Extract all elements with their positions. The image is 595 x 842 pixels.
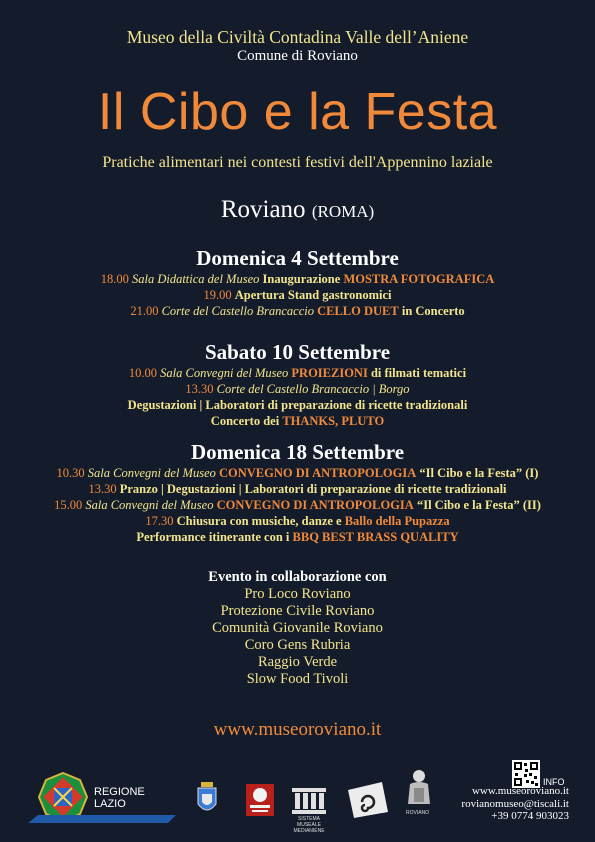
schedule-line <box>0 381 595 397</box>
schedule-event: Concerto dei <box>210 414 280 428</box>
schedule-highlight: PROIEZIONI <box>291 366 368 380</box>
schedule-line <box>0 481 595 497</box>
day-heading: Domenica 18 Settembre <box>190 440 405 464</box>
schedule-highlight: THANKS, PLUTO <box>282 414 385 428</box>
schedule-line <box>0 303 595 319</box>
day-schedule <box>0 340 595 429</box>
schedule-line <box>0 513 595 529</box>
schedule-detail: “Il Cibo e la Festa” (II) <box>416 498 541 512</box>
sistema-museale-label: SISTEMA MUSEALE MEDIANIENE <box>293 816 325 834</box>
schedule-detail: di filmati tematici <box>370 366 467 380</box>
schedule-detail: “Il Cibo e la Festa” (I) <box>419 466 539 480</box>
schedule-time: 10.30 <box>56 466 85 480</box>
collaborator: Comunità Giovanile Roviano <box>212 620 383 636</box>
schedule-time: 10.00 <box>128 366 158 380</box>
collaboration-heading: Evento in collaborazione con <box>208 569 387 585</box>
day-schedule <box>0 246 595 319</box>
schedule-time: 17.30 <box>145 514 174 528</box>
roviano-figure-icon <box>404 768 434 815</box>
roviano-logo-label: ROVIANO <box>406 810 430 816</box>
collaboration-section <box>0 568 595 688</box>
schedule-event: Inaugurazione <box>262 272 341 286</box>
collaborator: Raggio Verde <box>257 654 338 670</box>
schedule-time: 19.00 <box>203 288 232 302</box>
schedule-venue: Sala Convegni del Museo <box>87 466 216 480</box>
schedule-line <box>0 397 595 413</box>
schedule-event: Degustazioni | Laboratori di preparazione di ricette tradizionali <box>127 398 468 412</box>
schedule-time: 13.30 <box>88 482 117 496</box>
day-heading: Sabato 10 Settembre <box>204 340 391 364</box>
poster-subtitle: Pratiche alimentari nei contesti festivi dell'Appennino laziale <box>102 154 493 171</box>
contact-phone[interactable]: +39 0774 903023 <box>491 810 569 822</box>
schedule-highlight: CONVEGNO DI ANTROPOLOGIA <box>219 466 417 480</box>
schedule-time: 18.00 <box>100 272 129 286</box>
schedule-line <box>0 413 595 429</box>
regione-lazio-label: REGIONE LAZIO <box>94 786 145 810</box>
collaborator: Slow Food Tivoli <box>246 671 349 687</box>
schedule-line <box>0 497 595 513</box>
schedule-event: Performance itinerante con i <box>136 530 290 544</box>
schedule-venue: Sala Convegni del Museo <box>160 366 289 380</box>
schedule-highlight: CONVEGNO DI ANTROPOLOGIA <box>216 498 414 512</box>
schedule-line <box>0 271 595 287</box>
collaborator: Protezione Civile Roviano <box>220 603 375 619</box>
schedule-detail: in Concerto <box>401 304 465 318</box>
schedule-venue: Sala Convegni del Museo <box>85 498 214 512</box>
info-label: INFO <box>543 777 565 787</box>
regione-stripe-icon <box>28 810 176 828</box>
schedule-event: Apertura Stand gastronomici <box>234 288 392 302</box>
collaborator: Coro Gens Rubria <box>244 637 351 653</box>
schedule-highlight: Ballo della Pupazza <box>344 514 450 528</box>
comune-name: Comune di Roviano <box>237 48 358 64</box>
contact-email[interactable]: rovianomuseo@tiscali.it <box>461 797 569 810</box>
sistema-museale-icon <box>292 788 326 819</box>
collaborator: Pro Loco Roviano <box>244 586 351 602</box>
sagra-logo-icon <box>246 784 274 821</box>
schedule-event: Chiusura con musiche, danze e <box>176 514 342 528</box>
schedule-line <box>0 365 595 381</box>
schedule-line <box>0 529 595 545</box>
schedule-time: 15.00 <box>54 498 83 512</box>
schedule-line <box>0 287 595 303</box>
schedule-highlight: BBQ BEST BRASS QUALITY <box>292 530 459 544</box>
schedule-highlight: CELLO DUET <box>317 304 399 318</box>
schedule-line <box>0 465 595 481</box>
slow-food-logo-icon <box>348 782 388 823</box>
schedule-event: Pranzo | Degustazioni | Laboratori di preparazione di ricette tradizionali <box>119 482 507 496</box>
place-name: Roviano <box>220 196 306 223</box>
schedule-venue: Sala Didattica del Museo <box>131 272 260 286</box>
schedule-time: 21.00 <box>130 304 159 318</box>
schedule-venue: Corte del Castello Brancaccio <box>161 304 314 318</box>
place-region: (ROMA) <box>311 202 375 221</box>
contact-website[interactable]: www.museoroviano.it <box>471 785 569 797</box>
schedule-venue: Corte del Castello Brancaccio | Borgo <box>216 382 410 396</box>
poster-title: Il Cibo e la Festa <box>97 83 498 141</box>
schedule-highlight: MOSTRA FOTOGRAFICA <box>343 272 495 286</box>
museum-name: Museo della Civiltà Contadina Valle dell’Aniene <box>126 27 469 47</box>
website-link[interactable]: www.museoroviano.it <box>213 719 382 740</box>
footer-logos <box>0 760 595 842</box>
day-heading: Domenica 4 Settembre <box>196 246 399 270</box>
contact-info <box>461 785 569 823</box>
day-schedule <box>0 440 595 545</box>
event-place <box>0 196 595 224</box>
comune-crest-icon <box>196 782 218 823</box>
schedule-time: 13.30 <box>185 382 214 396</box>
